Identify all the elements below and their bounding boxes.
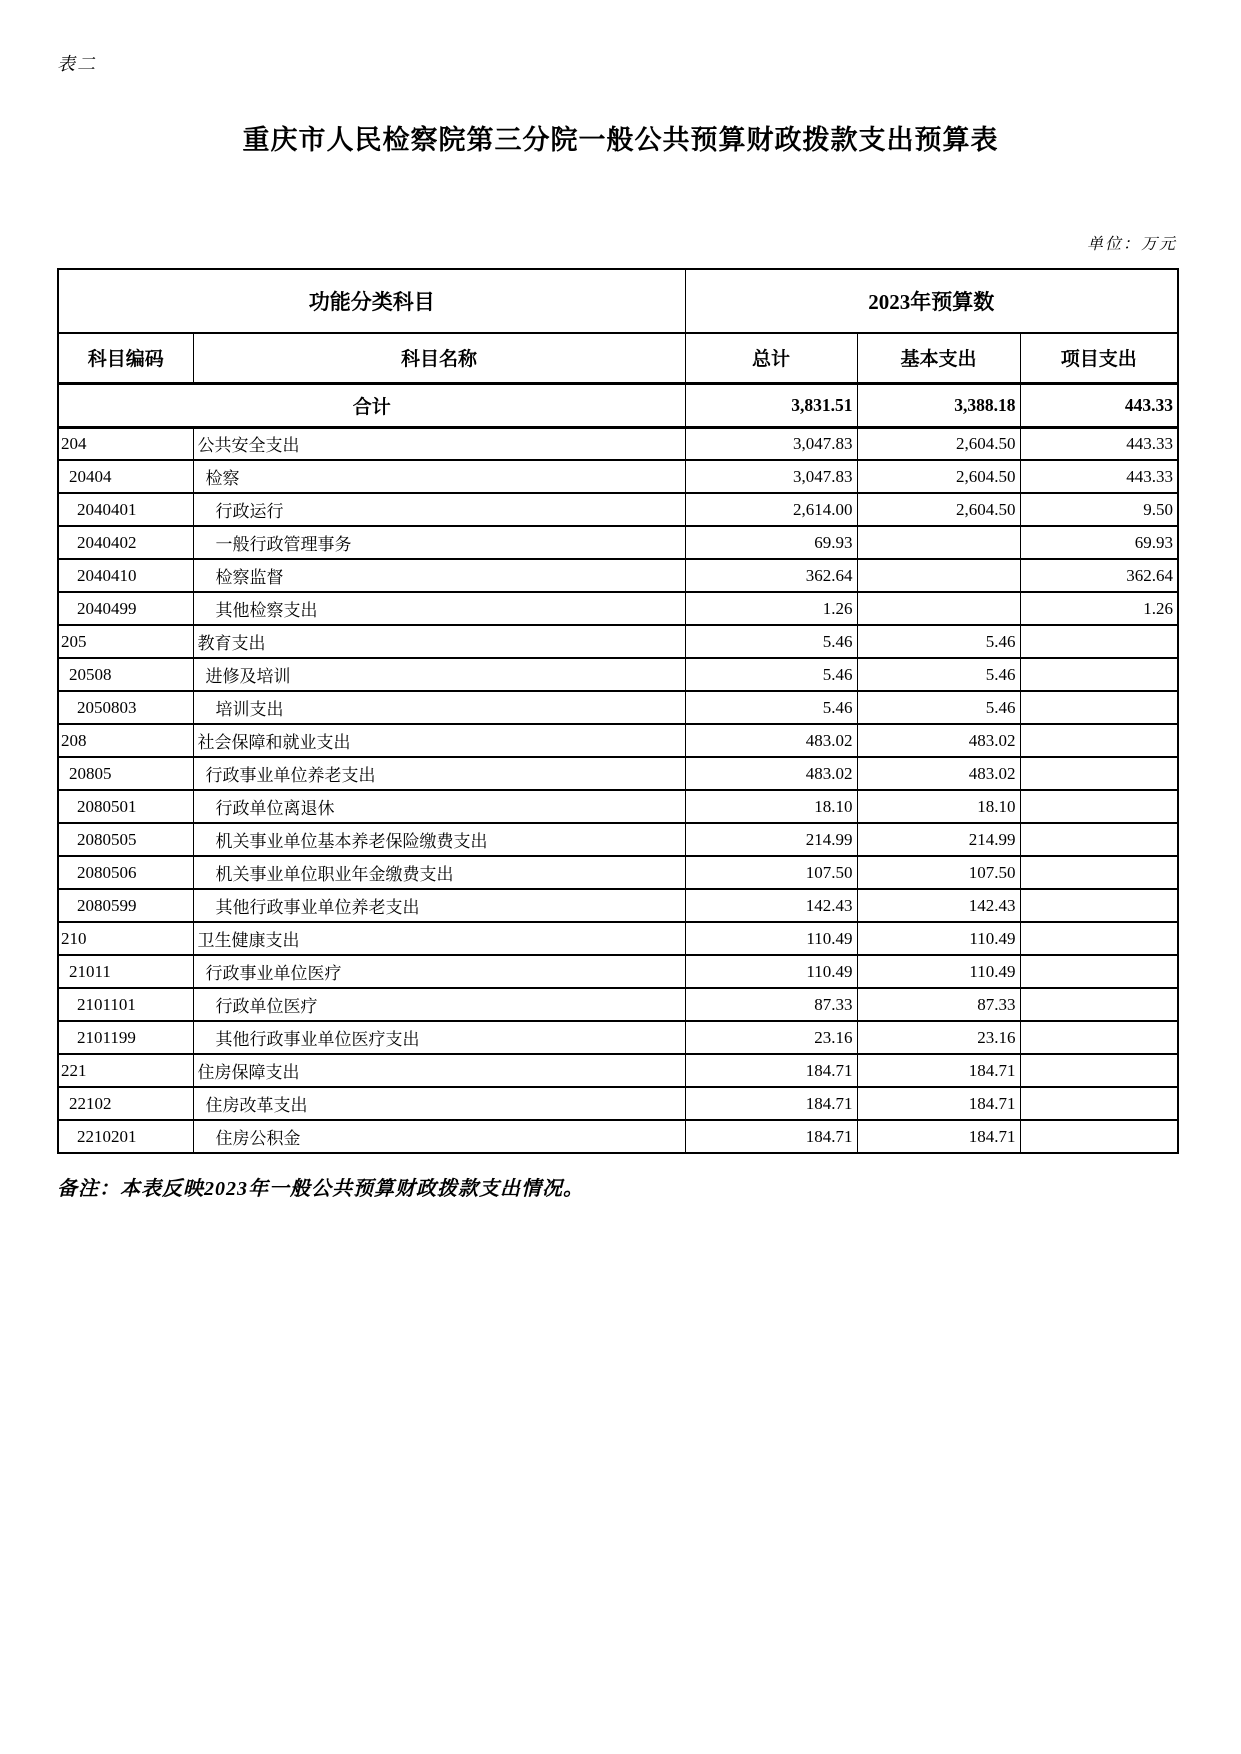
subject-name-cell: 行政运行 [193,493,685,526]
basic-value-cell: 184.71 [857,1120,1020,1153]
project-value-cell: 443.33 [1020,460,1178,493]
project-value-cell [1020,757,1178,790]
table-row [58,592,1178,625]
project-value-cell [1020,790,1178,823]
subject-name-cell: 进修及培训 [193,658,685,691]
total-value-cell: 362.64 [685,559,857,592]
col-header-subject-code: 科目编码 [58,333,193,383]
subject-name-cell: 一般行政管理事务 [193,526,685,559]
project-value-cell [1020,988,1178,1021]
project-value-cell: 69.93 [1020,526,1178,559]
total-value-cell: 3,047.83 [685,427,857,460]
total-value-cell: 69.93 [685,526,857,559]
budget-table-body [58,383,1178,1153]
subject-name-cell: 检察 [193,460,685,493]
subject-name-cell: 机关事业单位职业年金缴费支出 [193,856,685,889]
unit-label: 单位：万元 [1086,236,1177,253]
col-header-subject-name: 科目名称 [193,333,685,383]
total-value-cell: 18.10 [685,790,857,823]
table-row [58,724,1178,757]
subject-name-cell: 教育支出 [193,625,685,658]
project-value-cell: 1.26 [1020,592,1178,625]
project-value-cell [1020,955,1178,988]
subject-name-cell: 检察监督 [193,559,685,592]
table-row [58,757,1178,790]
header-functional-classification: 功能分类科目 [58,269,685,333]
total-value-cell: 3,047.83 [685,460,857,493]
total-value-cell: 107.50 [685,856,857,889]
project-value-cell: 9.50 [1020,493,1178,526]
table-row [58,691,1178,724]
project-value-cell: 362.64 [1020,559,1178,592]
subject-code-cell: 2040410 [58,559,193,592]
total-value-cell: 5.46 [685,625,857,658]
table-row [58,1021,1178,1054]
table-row [58,559,1178,592]
subject-name-cell: 卫生健康支出 [193,922,685,955]
total-value-cell: 87.33 [685,988,857,1021]
subject-code-cell: 2101101 [58,988,193,1021]
subject-code-cell: 2040499 [58,592,193,625]
table-row [58,658,1178,691]
table-row [58,823,1178,856]
project-value-cell: 443.33 [1020,427,1178,460]
project-value-cell [1020,691,1178,724]
basic-value-cell: 483.02 [857,757,1020,790]
subject-name-cell: 培训支出 [193,691,685,724]
table-row [58,1087,1178,1120]
subject-name-cell: 机关事业单位基本养老保险缴费支出 [193,823,685,856]
col-header-total: 总计 [685,333,857,383]
table-row [58,988,1178,1021]
subject-name-cell: 其他行政事业单位养老支出 [193,889,685,922]
table-row [58,460,1178,493]
table-row [58,1054,1178,1087]
total-value-cell: 110.49 [685,955,857,988]
basic-value-cell: 23.16 [857,1021,1020,1054]
table-row [58,1120,1178,1153]
subject-code-cell: 2080505 [58,823,193,856]
subject-name-cell: 行政事业单位养老支出 [193,757,685,790]
subject-code-cell: 2080599 [58,889,193,922]
subject-code-cell: 208 [58,724,193,757]
table-row [58,427,1178,460]
total-value-cell: 142.43 [685,889,857,922]
subject-name-cell: 住房保障支出 [193,1054,685,1087]
total-value-cell: 23.16 [685,1021,857,1054]
total-value-cell: 110.49 [685,922,857,955]
page-title: 重庆市人民检察院第三分院一般公共预算财政拨款支出预算表 [242,125,999,155]
subject-code-cell: 2080506 [58,856,193,889]
total-label-cell: 合计 [58,383,685,427]
subject-code-cell: 204 [58,427,193,460]
subject-name-cell: 行政单位离退休 [193,790,685,823]
total-value-cell: 1.26 [685,592,857,625]
project-value-cell [1020,1120,1178,1153]
basic-value-cell: 107.50 [857,856,1020,889]
project-value-cell [1020,724,1178,757]
project-value-cell [1020,1054,1178,1087]
footnote: 备注：本表反映2023年一般公共预算财政拨款支出情况。 [57,1178,584,1200]
total-project-cell: 443.33 [1020,383,1178,427]
total-value-cell: 5.46 [685,691,857,724]
subject-name-cell: 住房公积金 [193,1120,685,1153]
table-row [58,790,1178,823]
header-group-row [58,269,1178,333]
subject-code-cell: 2210201 [58,1120,193,1153]
basic-value-cell: 142.43 [857,889,1020,922]
col-header-basic-expense: 基本支出 [857,333,1020,383]
subject-name-cell: 其他行政事业单位医疗支出 [193,1021,685,1054]
basic-value-cell: 110.49 [857,922,1020,955]
subject-name-cell: 其他检察支出 [193,592,685,625]
total-basic-cell: 3,388.18 [857,383,1020,427]
table-row [58,526,1178,559]
subject-code-cell: 20404 [58,460,193,493]
subject-code-cell: 21011 [58,955,193,988]
table-row [58,625,1178,658]
table-number-tag: 表二 [57,54,97,74]
basic-value-cell: 87.33 [857,988,1020,1021]
basic-value-cell: 5.46 [857,625,1020,658]
basic-value-cell: 483.02 [857,724,1020,757]
subject-code-cell: 2050803 [58,691,193,724]
basic-value-cell: 2,604.50 [857,493,1020,526]
basic-value-cell [857,559,1020,592]
basic-value-cell: 214.99 [857,823,1020,856]
basic-value-cell: 2,604.50 [857,460,1020,493]
subject-name-cell: 行政单位医疗 [193,988,685,1021]
column-header-row [58,333,1178,383]
basic-value-cell: 184.71 [857,1054,1020,1087]
basic-value-cell: 5.46 [857,691,1020,724]
table-row [58,889,1178,922]
basic-value-cell [857,592,1020,625]
subject-code-cell: 22102 [58,1087,193,1120]
basic-value-cell: 110.49 [857,955,1020,988]
subject-code-cell: 2040401 [58,493,193,526]
project-value-cell [1020,658,1178,691]
subject-name-cell: 行政事业单位医疗 [193,955,685,988]
col-header-project-expense: 项目支出 [1020,333,1178,383]
project-value-cell [1020,823,1178,856]
project-value-cell [1020,922,1178,955]
subject-code-cell: 205 [58,625,193,658]
subject-name-cell: 社会保障和就业支出 [193,724,685,757]
subject-name-cell: 公共安全支出 [193,427,685,460]
basic-value-cell [857,526,1020,559]
basic-value-cell: 5.46 [857,658,1020,691]
table-row [58,493,1178,526]
subject-code-cell: 2101199 [58,1021,193,1054]
total-value-cell: 483.02 [685,757,857,790]
header-2023-budget: 2023年预算数 [685,269,1178,333]
subject-code-cell: 210 [58,922,193,955]
basic-value-cell: 2,604.50 [857,427,1020,460]
project-value-cell [1020,856,1178,889]
project-value-cell [1020,1087,1178,1120]
budget-table [57,268,1179,1154]
total-value-cell: 184.71 [685,1120,857,1153]
subject-code-cell: 221 [58,1054,193,1087]
table-row [58,955,1178,988]
table-row [58,856,1178,889]
subject-code-cell: 2080501 [58,790,193,823]
total-value-cell: 2,614.00 [685,493,857,526]
total-value-cell: 483.02 [685,724,857,757]
subject-code-cell: 20805 [58,757,193,790]
project-value-cell [1020,1021,1178,1054]
total-sum-cell: 3,831.51 [685,383,857,427]
subject-code-cell: 2040402 [58,526,193,559]
total-value-cell: 214.99 [685,823,857,856]
project-value-cell [1020,889,1178,922]
table-row [58,922,1178,955]
project-value-cell [1020,625,1178,658]
basic-value-cell: 184.71 [857,1087,1020,1120]
grand-total-row [58,383,1178,427]
total-value-cell: 5.46 [685,658,857,691]
total-value-cell: 184.71 [685,1087,857,1120]
basic-value-cell: 18.10 [857,790,1020,823]
total-value-cell: 184.71 [685,1054,857,1087]
subject-name-cell: 住房改革支出 [193,1087,685,1120]
subject-code-cell: 20508 [58,658,193,691]
